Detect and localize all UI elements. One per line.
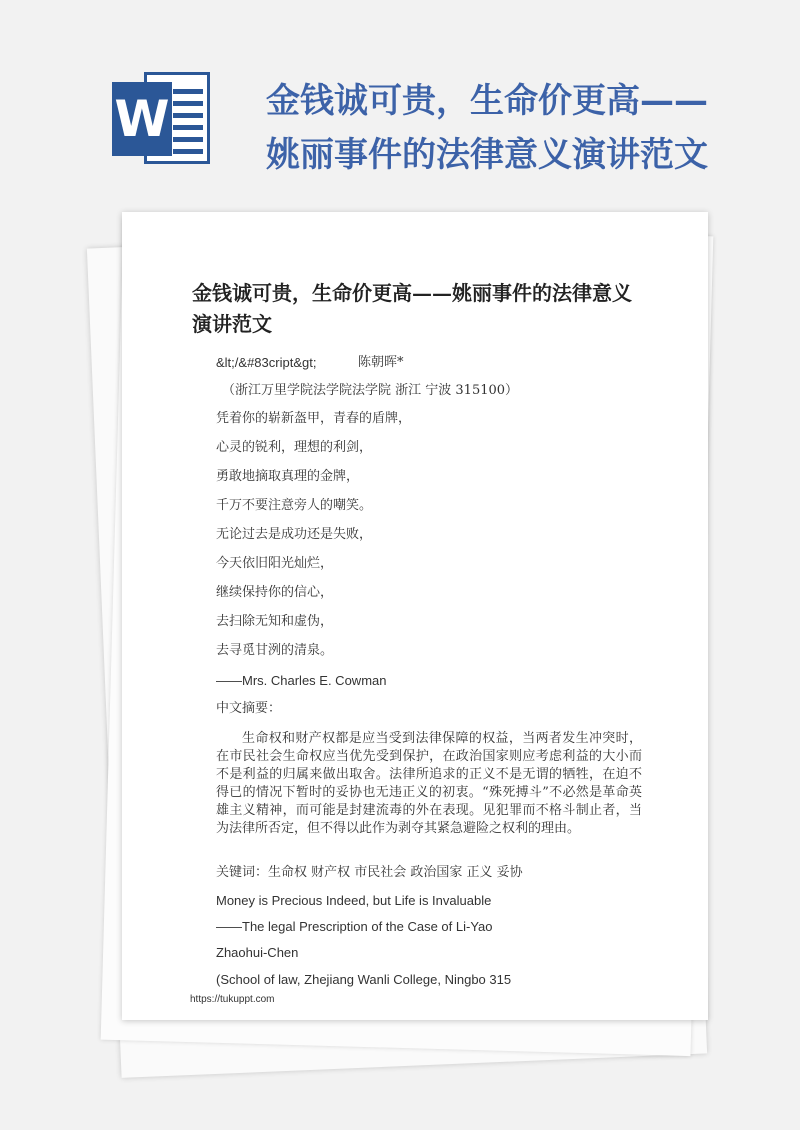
english-author: Zhaohui-Chen: [216, 945, 299, 960]
word-document-icon: [112, 72, 212, 164]
word-letter-badge: W: [112, 82, 172, 156]
poem-line: 继续保持你的信心，: [216, 585, 334, 600]
banner-title: [266, 74, 786, 182]
banner-title-line-2: 姚丽事件的法律意义演讲范文: [266, 135, 708, 175]
poem-line: 勇敢地摘取真理的金牌，: [216, 469, 360, 484]
english-title: Money is Precious Indeed, but Life is Invaluable: [216, 893, 492, 908]
poem-line: 凭着你的崭新盔甲，青春的盾牌，: [216, 411, 412, 426]
poem-attribution: ——Mrs. Charles E. Cowman: [216, 673, 387, 688]
abstract-heading: 中文摘要：: [216, 701, 282, 716]
poem-line: 今天依旧阳光灿烂，: [216, 556, 334, 571]
keywords-line: 关键词：生命权 财产权 市民社会 政治国家 正义 妥协: [216, 865, 523, 880]
poem-line: 无论过去是成功还是失败，: [216, 527, 373, 542]
banner-title-line-1: 金钱诚可贵，生命价更高——: [266, 81, 708, 121]
footer-url: https://tukuppt.com: [190, 994, 275, 1005]
abstract-paragraph: 生命权和财产权都是应当受到法律保障的权益，当两者发生冲突时，在市民社会生命权应当优先受到保护，在政治国家则应考虑利益的大小而不是利益的归属来做出取舍。法律所追求的正义不是无谓的牺牲，在迫不得已的情况下暂时的妥协也无违正义的初衷。“殊死搏斗”不必然是革命英雄主义精神，而可能是封建流毒的外在表现。见犯罪而不格斗制止者，当为法律所否定，但不得以此作为剥夺其紧急避险之权利的理由。: [216, 731, 642, 836]
script-tag-text: &lt;/&#83cript&gt;: [216, 355, 317, 370]
english-subtitle: ——The legal Prescription of the Case of Li-Yao: [216, 919, 493, 934]
document-title-line-2: 演讲范文: [192, 312, 272, 336]
document-page: [122, 212, 708, 1020]
poem-line: 千万不要注意旁人的嘲笑。: [216, 498, 373, 513]
document-title: [192, 278, 652, 340]
poem-line: 去寻觅甘洌的清泉。: [216, 643, 334, 658]
poem-line: 心灵的锐利，理想的利剑，: [216, 440, 373, 455]
poem-line: 去扫除无知和虚伪，: [216, 614, 334, 629]
author-name: 陈朝晖*: [358, 355, 404, 370]
author-affiliation: （浙江万里学院法学院法学院 浙江 宁波 315100）: [222, 383, 519, 398]
english-affiliation: (School of law, Zhejiang Wanli College, Ningbo 315: [216, 972, 512, 987]
document-title-line-1: 金钱诚可贵，生命价更高——姚丽事件的法律意义: [192, 281, 632, 305]
